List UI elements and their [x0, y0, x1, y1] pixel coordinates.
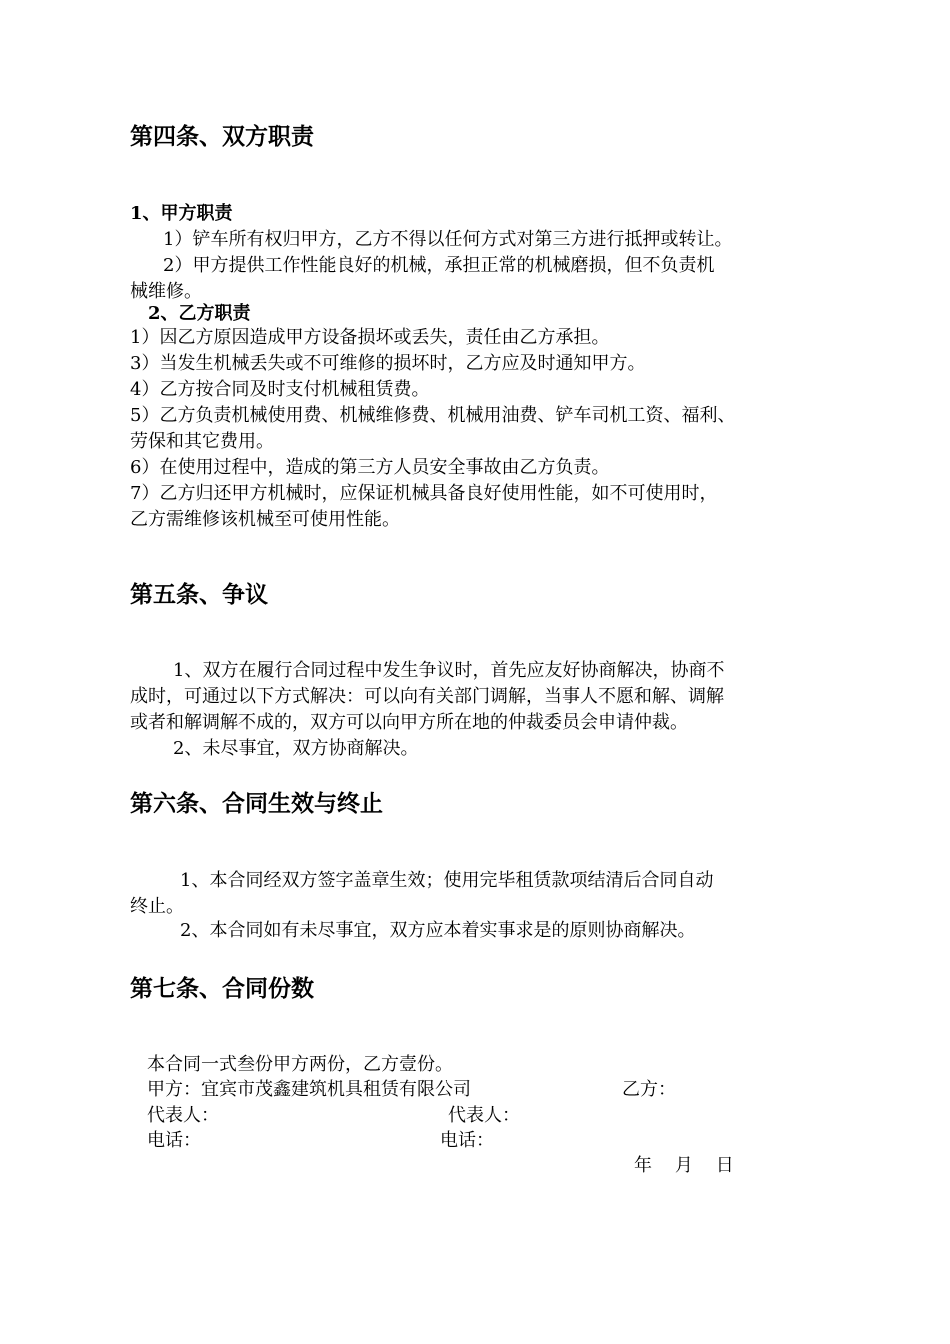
- party-a-duties-heading: 1、甲方职责: [130, 203, 233, 224]
- party-b-phone: 电话：: [440, 1130, 494, 1151]
- party-b-item-5-line-2: 劳保和其它费用。: [130, 431, 274, 452]
- effect-para-1-line-1: 1、本合同经双方签字盖章生效；使用完毕租赁款项结清后合同自动: [180, 870, 714, 891]
- party-b-item-6: 6）在使用过程中，造成的第三方人员安全事故由乙方负责。: [130, 457, 610, 478]
- dispute-para-1-line-3: 或者和解调解不成的，双方可以向甲方所在地的仲裁委员会申请仲裁。: [130, 712, 688, 733]
- party-a-representative: 代表人：: [147, 1105, 219, 1126]
- party-b-item-4: 4）乙方按合同及时支付机械租赁费。: [130, 379, 430, 400]
- party-a-phone: 电话：: [147, 1130, 201, 1151]
- section-5-title: 第五条、争议: [130, 582, 268, 608]
- dispute-para-1-line-2: 成时，可通过以下方式解决：可以向有关部门调解，当事人不愿和解、调解: [130, 686, 724, 707]
- signature-date: 年 月 日: [634, 1155, 734, 1176]
- dispute-para-1-line-1: 1、双方在履行合同过程中发生争议时，首先应友好协商解决，协商不: [173, 660, 725, 681]
- party-a-item-2-line-1: 2）甲方提供工作性能良好的机械，承担正常的机械磨损，但不负责机: [163, 255, 715, 276]
- effect-para-2: 2、本合同如有未尽事宜，双方应本着实事求是的原则协商解决。: [180, 920, 696, 941]
- copies-statement: 本合同一式叁份甲方两份，乙方壹份。: [147, 1054, 453, 1075]
- party-a-name: 甲方：宜宾市茂鑫建筑机具租赁有限公司: [147, 1079, 471, 1100]
- section-6-title: 第六条、合同生效与终止: [130, 791, 383, 817]
- section-4-title: 第四条、双方职责: [130, 124, 314, 150]
- party-b-duties-heading: 2、乙方职责: [148, 303, 251, 324]
- party-a-item-2-line-2: 械维修。: [130, 281, 202, 302]
- party-b-item-3: 3）当发生机械丢失或不可维修的损坏时，乙方应及时通知甲方。: [130, 353, 646, 374]
- party-b-item-1: 1）因乙方原因造成甲方设备损坏或丢失，责任由乙方承担。: [130, 327, 610, 348]
- party-b-item-7-line-2: 乙方需维修该机械至可使用性能。: [130, 509, 400, 530]
- party-b-duties-list: [130, 325, 842, 533]
- party-a-item-1: 1）铲车所有权归甲方，乙方不得以任何方式对第三方进行抵押或转让。: [163, 229, 733, 250]
- party-b-representative: 代表人：: [448, 1105, 520, 1126]
- party-b-name: 乙方：: [622, 1079, 676, 1100]
- effect-para-1-line-2: 终止。: [130, 896, 184, 917]
- section-7-title: 第七条、合同份数: [130, 976, 314, 1002]
- party-b-item-7-line-1: 7）乙方归还甲方机械时，应保证机械具备良好使用性能，如不可使用时，: [130, 483, 718, 504]
- dispute-para-2: 2、未尽事宜，双方协商解决。: [173, 738, 419, 759]
- party-b-item-5-line-1: 5）乙方负责机械使用费、机械维修费、机械用油费、铲车司机工资、福利、: [130, 405, 736, 426]
